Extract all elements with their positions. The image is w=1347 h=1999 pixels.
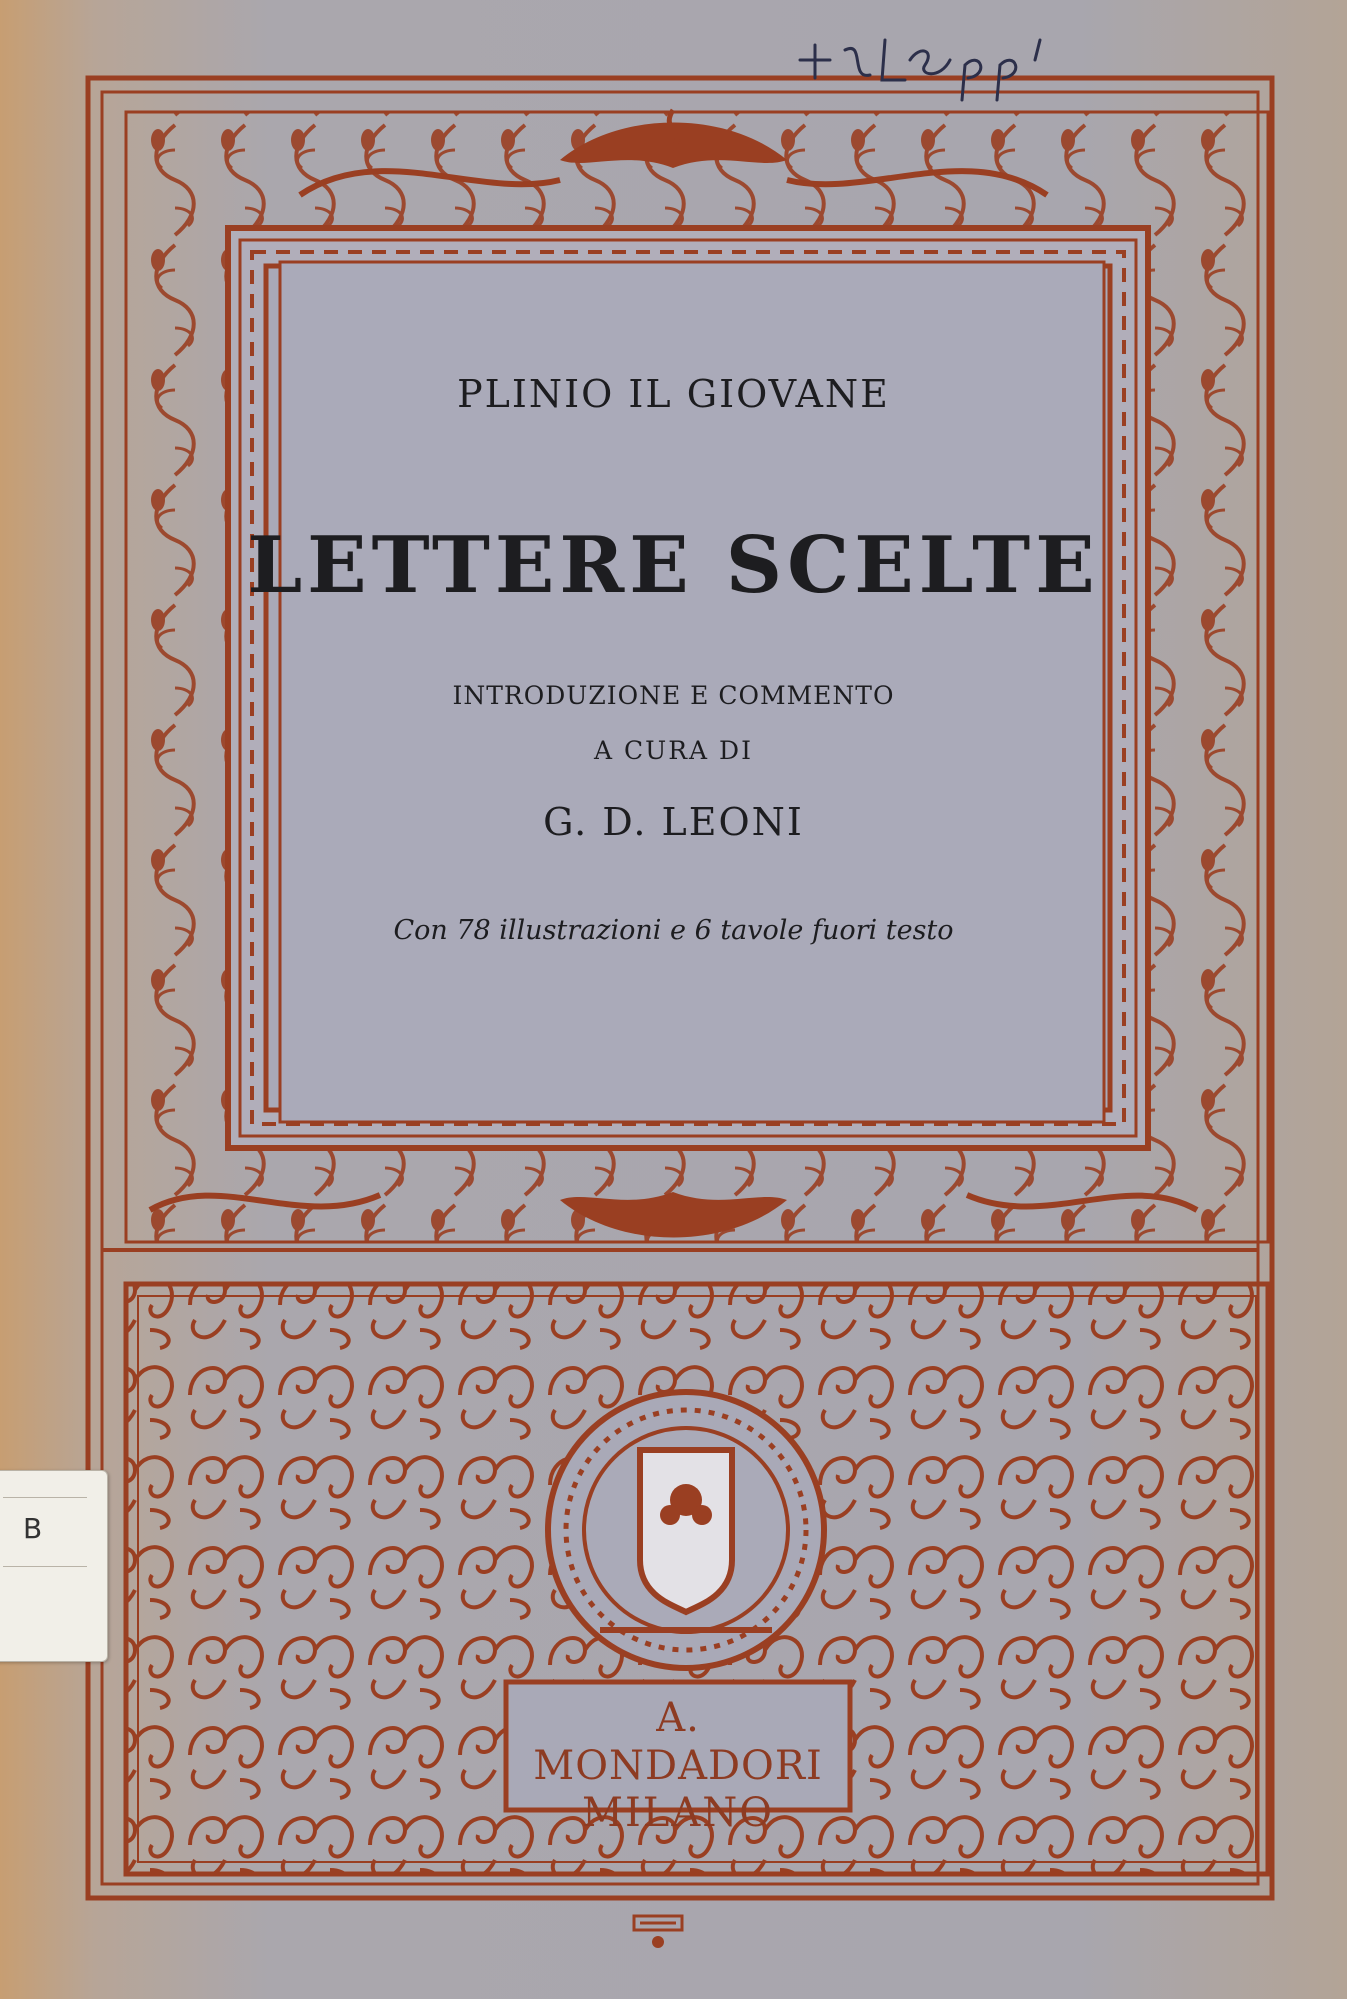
publisher-name: A. MONDADORI xyxy=(533,1695,823,1789)
introduction-line: INTRODUZIONE E COMMENTO xyxy=(452,681,895,710)
book-title: LETTERE SCELTE xyxy=(247,520,1100,611)
handwritten-shelfmark xyxy=(790,20,1090,110)
author-name: PLINIO IL GIOVANE xyxy=(457,372,890,416)
library-label-text: B xyxy=(3,1497,87,1567)
illustrations-note: Con 78 illustrazioni e 6 tavole fuori testo xyxy=(393,915,954,946)
library-label xyxy=(0,1470,108,1662)
editor-name: G. D. LEONI xyxy=(543,800,804,844)
publisher-city: MILANO xyxy=(582,1790,774,1836)
editor-prefix: A CURA DI xyxy=(594,736,753,765)
printer-mark xyxy=(632,1912,684,1952)
publisher-plate xyxy=(512,1688,844,1836)
